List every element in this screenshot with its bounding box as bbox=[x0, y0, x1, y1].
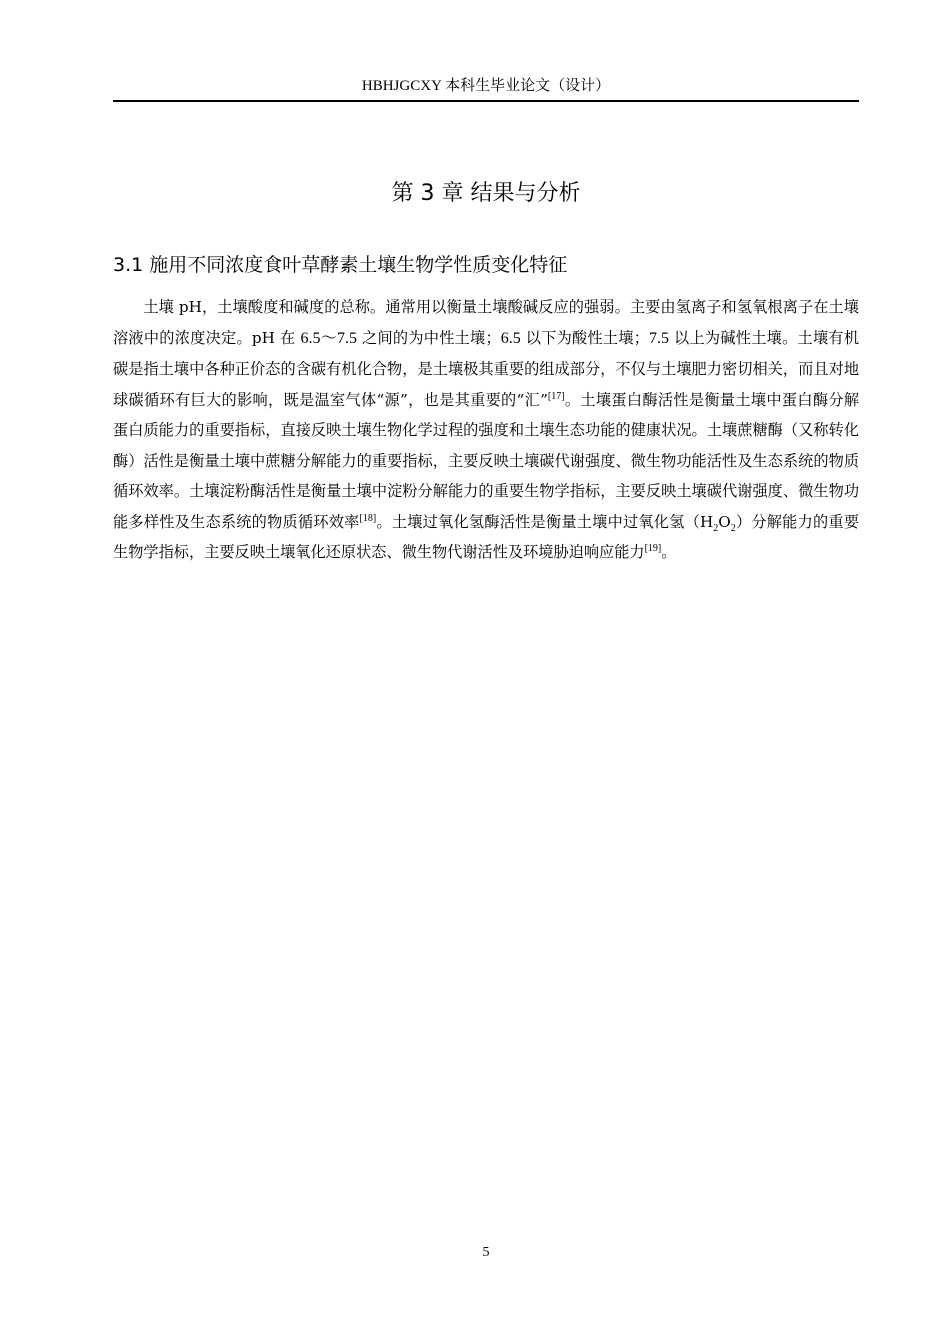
running-header: HBHJGCXY 本科生毕业论文（设计） bbox=[361, 78, 611, 94]
subscript: 2 bbox=[730, 522, 736, 534]
paragraph-text: O bbox=[718, 512, 731, 531]
paragraph-text: 之间的为中性土壤； bbox=[356, 328, 501, 347]
body-paragraph bbox=[113, 292, 859, 568]
chapter-title: 第 3 章 结果与分析 bbox=[391, 181, 581, 206]
ph-range: 6.5～7.5 bbox=[300, 329, 357, 347]
paragraph-text: 。土壤蛋白酶活性是衡量土壤中蛋白酶分解蛋白质能力的重要指标，直接反映土壤生物化学过程的强度和土壤生态功能的健康状况。土壤蔗糖酶（又称转化酶）活性是衡量土壤中蔗糖分解能力的重要指标，主要反映土壤碳代谢强度、微生物功能活性及生态系统的物质循环效率。土壤淀粉酶活性是衡量土壤中淀粉分解能力的重要生物学指标，主要反映土壤碳代谢强度、微生物功能多样性及生态系统的物质循环效率 bbox=[113, 390, 860, 531]
paragraph-text: ）分解能力的重要生物学指标，主要反映土壤氧化还原状态、微生物代谢活性及环境胁迫响应能力 bbox=[113, 512, 860, 561]
section-heading: 3.1 施用不同浓度食叶草酵素土壤生物学性质变化特征 bbox=[113, 254, 568, 276]
header-rule bbox=[113, 100, 859, 102]
page-number: 5 bbox=[482, 1245, 490, 1260]
citation-19: [19] bbox=[644, 542, 662, 554]
citation-18: [18] bbox=[359, 512, 377, 524]
paragraph-text: 土壤 pH，土壤酸度和碱度的总称。通常用以衡量土壤酸碱反应的强弱。主要由氢离子和氢氧根离子在土壤溶液中的浓度决定。pH 在 bbox=[113, 298, 859, 347]
paragraph-text: 。 bbox=[661, 543, 677, 561]
paragraph-text: 以下为酸性土壤； bbox=[520, 328, 649, 347]
paragraph-text: 。土壤过氧化氢酶活性是衡量土壤中过氧化氢（H bbox=[376, 512, 714, 531]
paragraph-text: 以上为碱性土壤。土壤有机碳是指土壤中各种正价态的含碳有机化合物，是土壤极其重要的组成部分，不仅与土壤肥力密切相关，而且对地球碳循环有巨大的影响，既是温室气体“源”，也是其重要的“汇” bbox=[113, 328, 860, 409]
ph-value: 7.5 bbox=[648, 329, 669, 347]
ph-value: 6.5 bbox=[500, 329, 521, 347]
subscript: 2 bbox=[713, 522, 719, 534]
citation-17: [17] bbox=[547, 390, 565, 402]
